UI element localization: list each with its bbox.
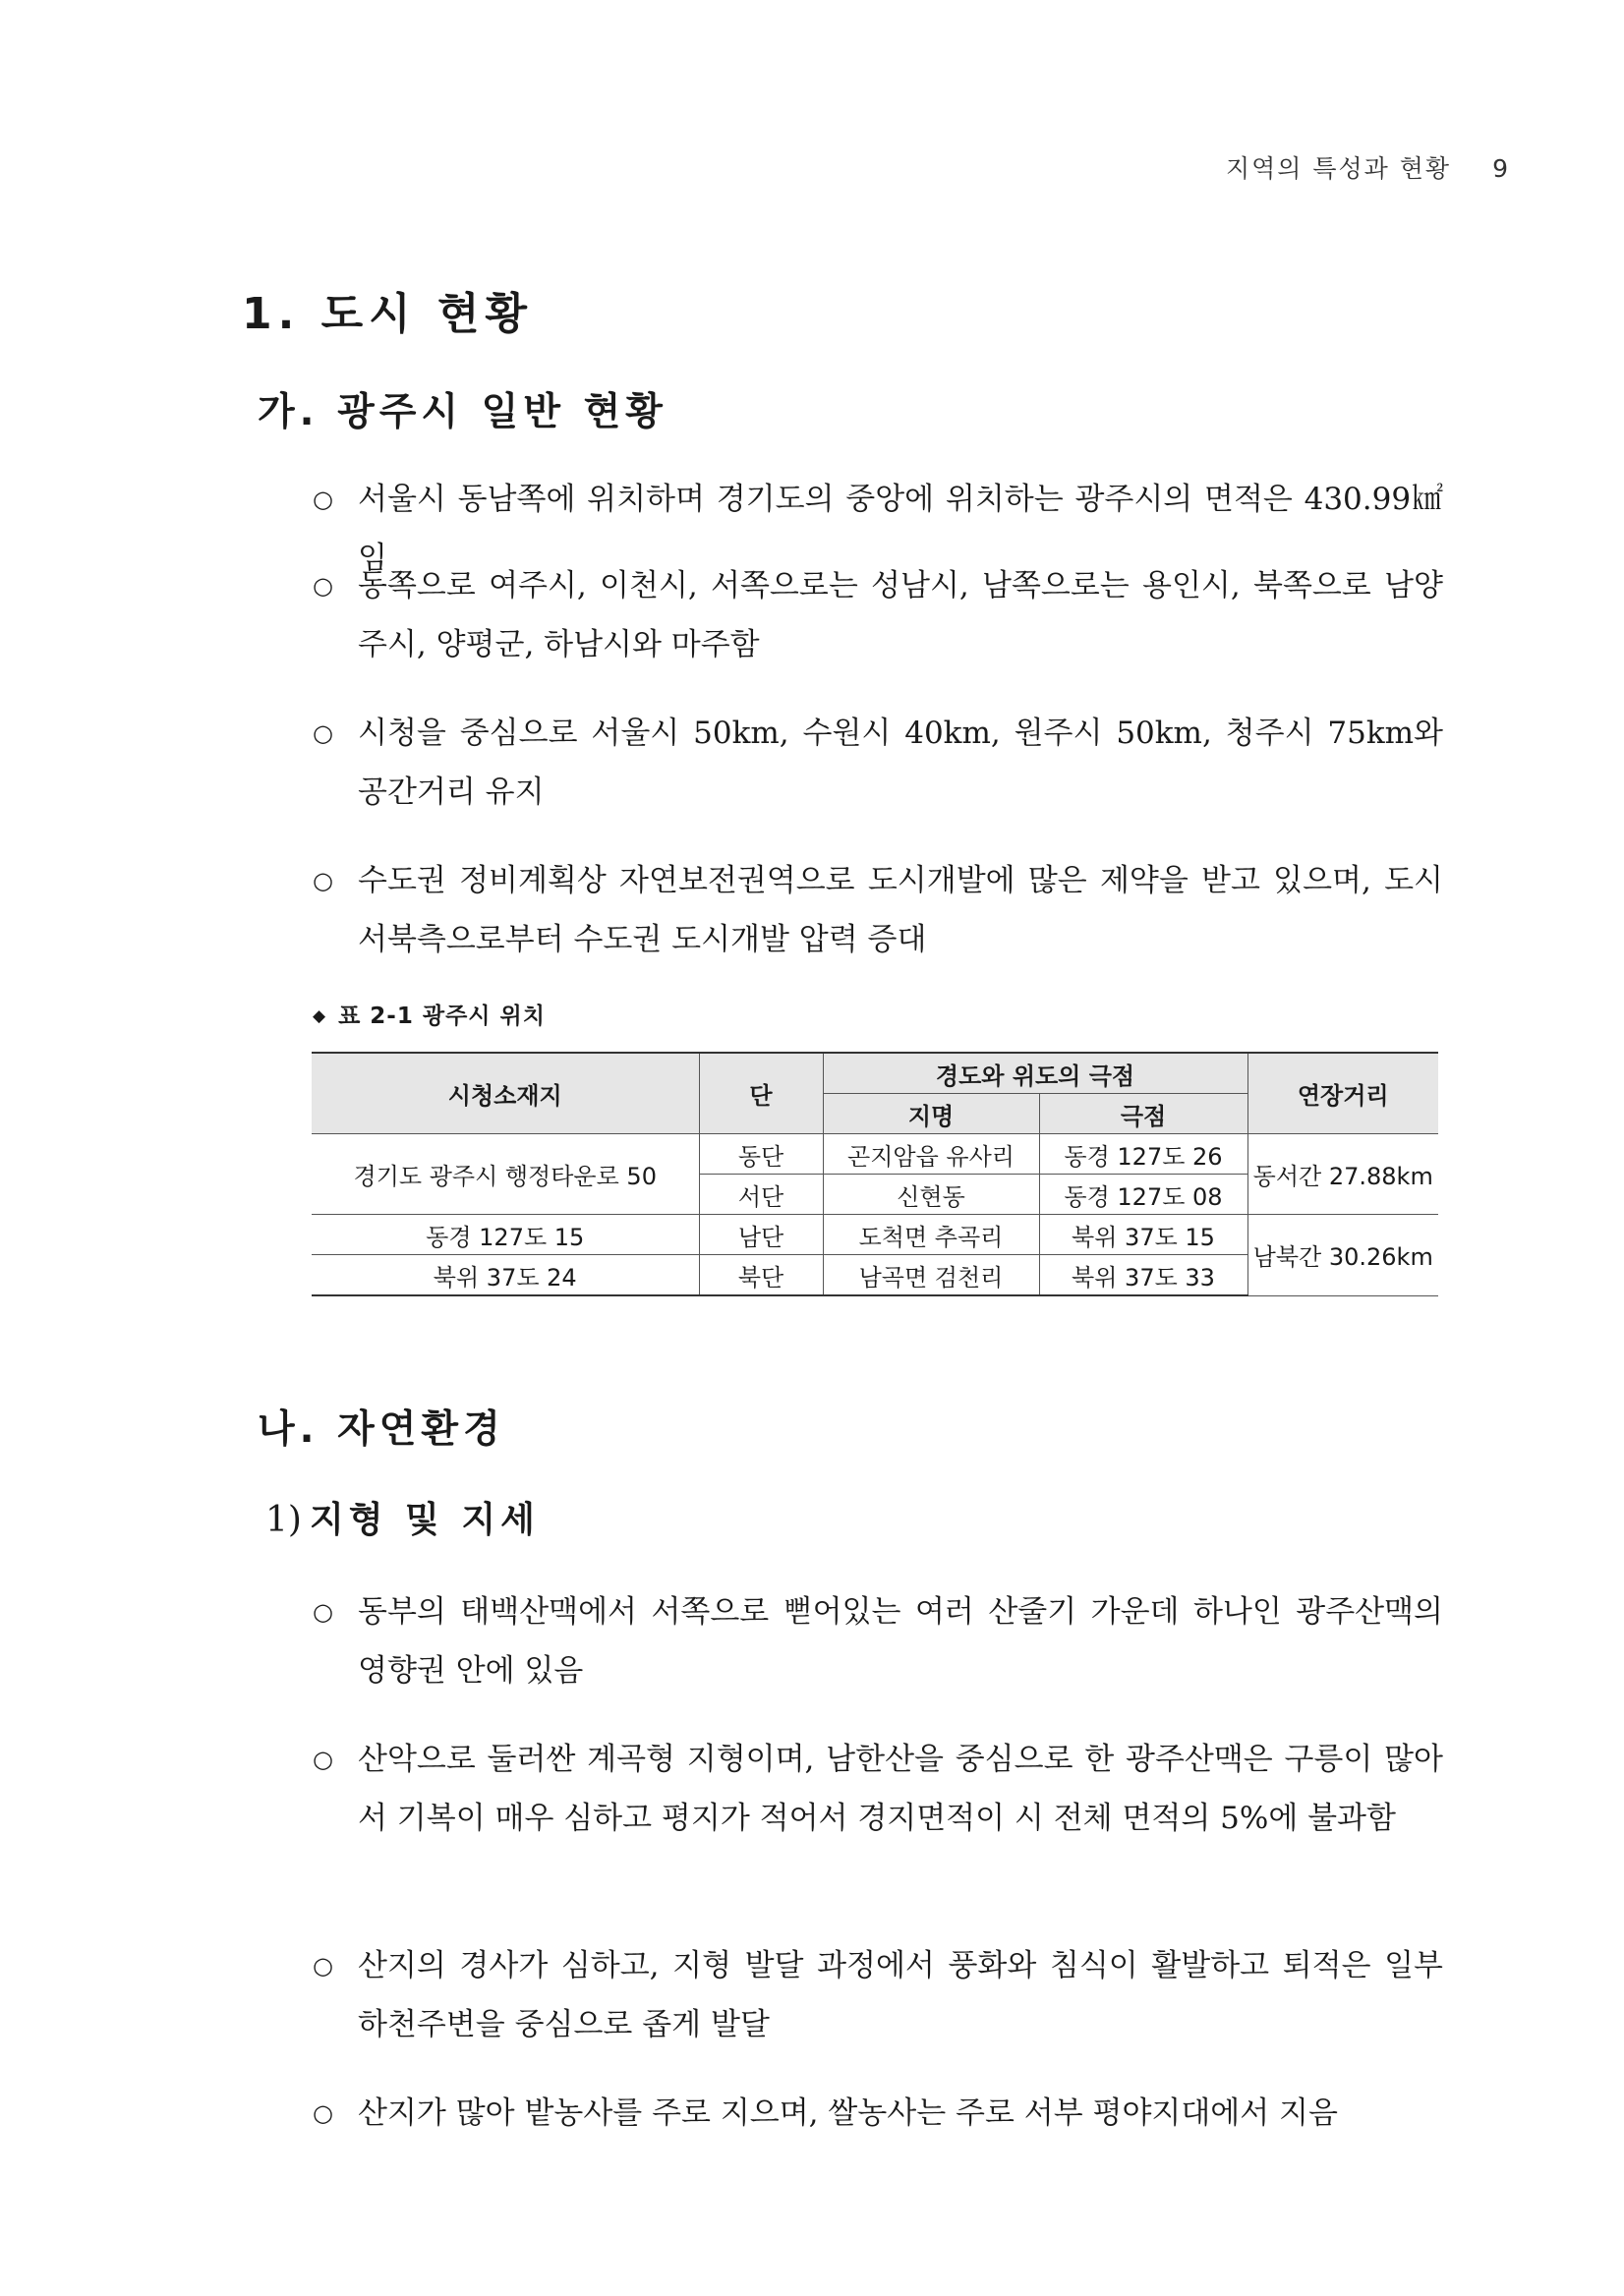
subsection-title-nature: 나. 자연환경 xyxy=(258,1407,505,1452)
table-caption xyxy=(313,998,546,1030)
cell-place: 곤지암읍 유사리 xyxy=(823,1134,1039,1175)
bullet-item xyxy=(313,1730,1443,1848)
header-place: 지명 xyxy=(823,1094,1039,1134)
cell-point: 북위 37도 15 xyxy=(1039,1215,1247,1255)
topic-number: 1) xyxy=(265,1500,302,1540)
cell-end: 남단 xyxy=(699,1215,823,1255)
topic-title xyxy=(265,1492,540,1542)
cell-place: 신현동 xyxy=(823,1175,1039,1215)
topic-title-text: 지형 및 지세 xyxy=(309,1500,540,1540)
header-title: 지역의 특성과 현황 xyxy=(1225,154,1452,183)
circle-bullet-icon: ○ xyxy=(313,2099,333,2127)
circle-bullet-icon: ○ xyxy=(313,486,333,513)
table-row xyxy=(312,1215,1438,1255)
bullet-text: 산지가 많아 밭농사를 주로 지으며, 쌀농사는 주로 서부 평야지대에서 지음 xyxy=(358,2095,1338,2131)
cell-city-hall: 경기도 광주시 행정타운로 50 xyxy=(312,1134,699,1215)
cell-end: 북단 xyxy=(699,1255,823,1296)
cell-point: 북위 37도 33 xyxy=(1039,1255,1247,1296)
circle-bullet-icon: ○ xyxy=(313,1952,333,1980)
section-title: 1. 도시 현황 xyxy=(242,289,533,339)
subsection-title-general: 가. 광주시 일반 현황 xyxy=(258,390,667,434)
cell-place: 남곡면 검천리 xyxy=(823,1255,1039,1296)
table-row xyxy=(312,1134,1438,1175)
cell-point: 동경 127도 26 xyxy=(1039,1134,1247,1175)
header-extremes: 경도와 위도의 극점 xyxy=(823,1053,1247,1094)
diamond-bullet-icon: ◆ xyxy=(313,1006,327,1026)
bullet-item xyxy=(313,1936,1443,2054)
bullet-item xyxy=(313,704,1443,822)
bullet-item xyxy=(313,556,1443,674)
circle-bullet-icon: ○ xyxy=(313,719,333,747)
bullet-item xyxy=(313,1582,1443,1700)
cell-extent: 동서간 27.88km xyxy=(1247,1134,1438,1215)
circle-bullet-icon: ○ xyxy=(313,1746,333,1773)
header-end: 단 xyxy=(699,1053,823,1134)
page-number: 9 xyxy=(1492,154,1508,183)
table-caption-text: 표 2-1 광주시 위치 xyxy=(338,1004,546,1029)
circle-bullet-icon: ○ xyxy=(313,867,333,894)
bullet-text: 시청을 중심으로 서울시 50km, 수원시 40km, 원주시 50km, 청주시 75km와 공간거리 유지 xyxy=(358,716,1443,810)
circle-bullet-icon: ○ xyxy=(313,572,333,600)
cell-place: 도척면 추곡리 xyxy=(823,1215,1039,1255)
running-header xyxy=(1226,149,1508,185)
cell-city-hall: 동경 127도 15 xyxy=(312,1215,699,1255)
bullet-text: 수도권 정비계획상 자연보전권역으로 도시개발에 많은 제약을 받고 있으며, 도시 서북측으로부터 수도권 도시개발 압력 증대 xyxy=(358,863,1443,957)
header-city-hall: 시청소재지 xyxy=(312,1053,699,1134)
header-point: 극점 xyxy=(1039,1094,1247,1134)
location-table xyxy=(312,1052,1438,1296)
bullet-item xyxy=(313,2084,1443,2143)
cell-end: 서단 xyxy=(699,1175,823,1215)
cell-point: 동경 127도 08 xyxy=(1039,1175,1247,1215)
bullet-text: 동부의 태백산맥에서 서쪽으로 뻗어있는 여러 산줄기 가운데 하나인 광주산맥의 영향권 안에 있음 xyxy=(358,1594,1443,1689)
header-extent: 연장거리 xyxy=(1247,1053,1438,1134)
bullet-item xyxy=(313,851,1443,969)
cell-city-hall: 북위 37도 24 xyxy=(312,1255,699,1296)
bullet-text: 산악으로 둘러싼 계곡형 지형이며, 남한산을 중심으로 한 광주산맥은 구릉이 많아서 기복이 매우 심하고 평지가 적어서 경지면적이 시 전체 면적의 5%에 불과함 xyxy=(358,1742,1443,1836)
bullet-text: 서울시 동남쪽에 위치하며 경기도의 중앙에 위치하는 광주시의 면적은 430.99㎢임 xyxy=(358,482,1443,576)
bullet-text: 산지의 경사가 심하고, 지형 발달 과정에서 풍화와 침식이 활발하고 퇴적은 일부 하천주변을 중심으로 좁게 발달 xyxy=(358,1948,1443,2042)
cell-extent: 남북간 30.26km xyxy=(1247,1215,1438,1296)
cell-end: 동단 xyxy=(699,1134,823,1175)
circle-bullet-icon: ○ xyxy=(313,1598,333,1626)
bullet-text: 동쪽으로 여주시, 이천시, 서쪽으로는 성남시, 남쪽으로는 용인시, 북쪽으로 남양주시, 양평군, 하남시와 마주함 xyxy=(358,568,1443,662)
